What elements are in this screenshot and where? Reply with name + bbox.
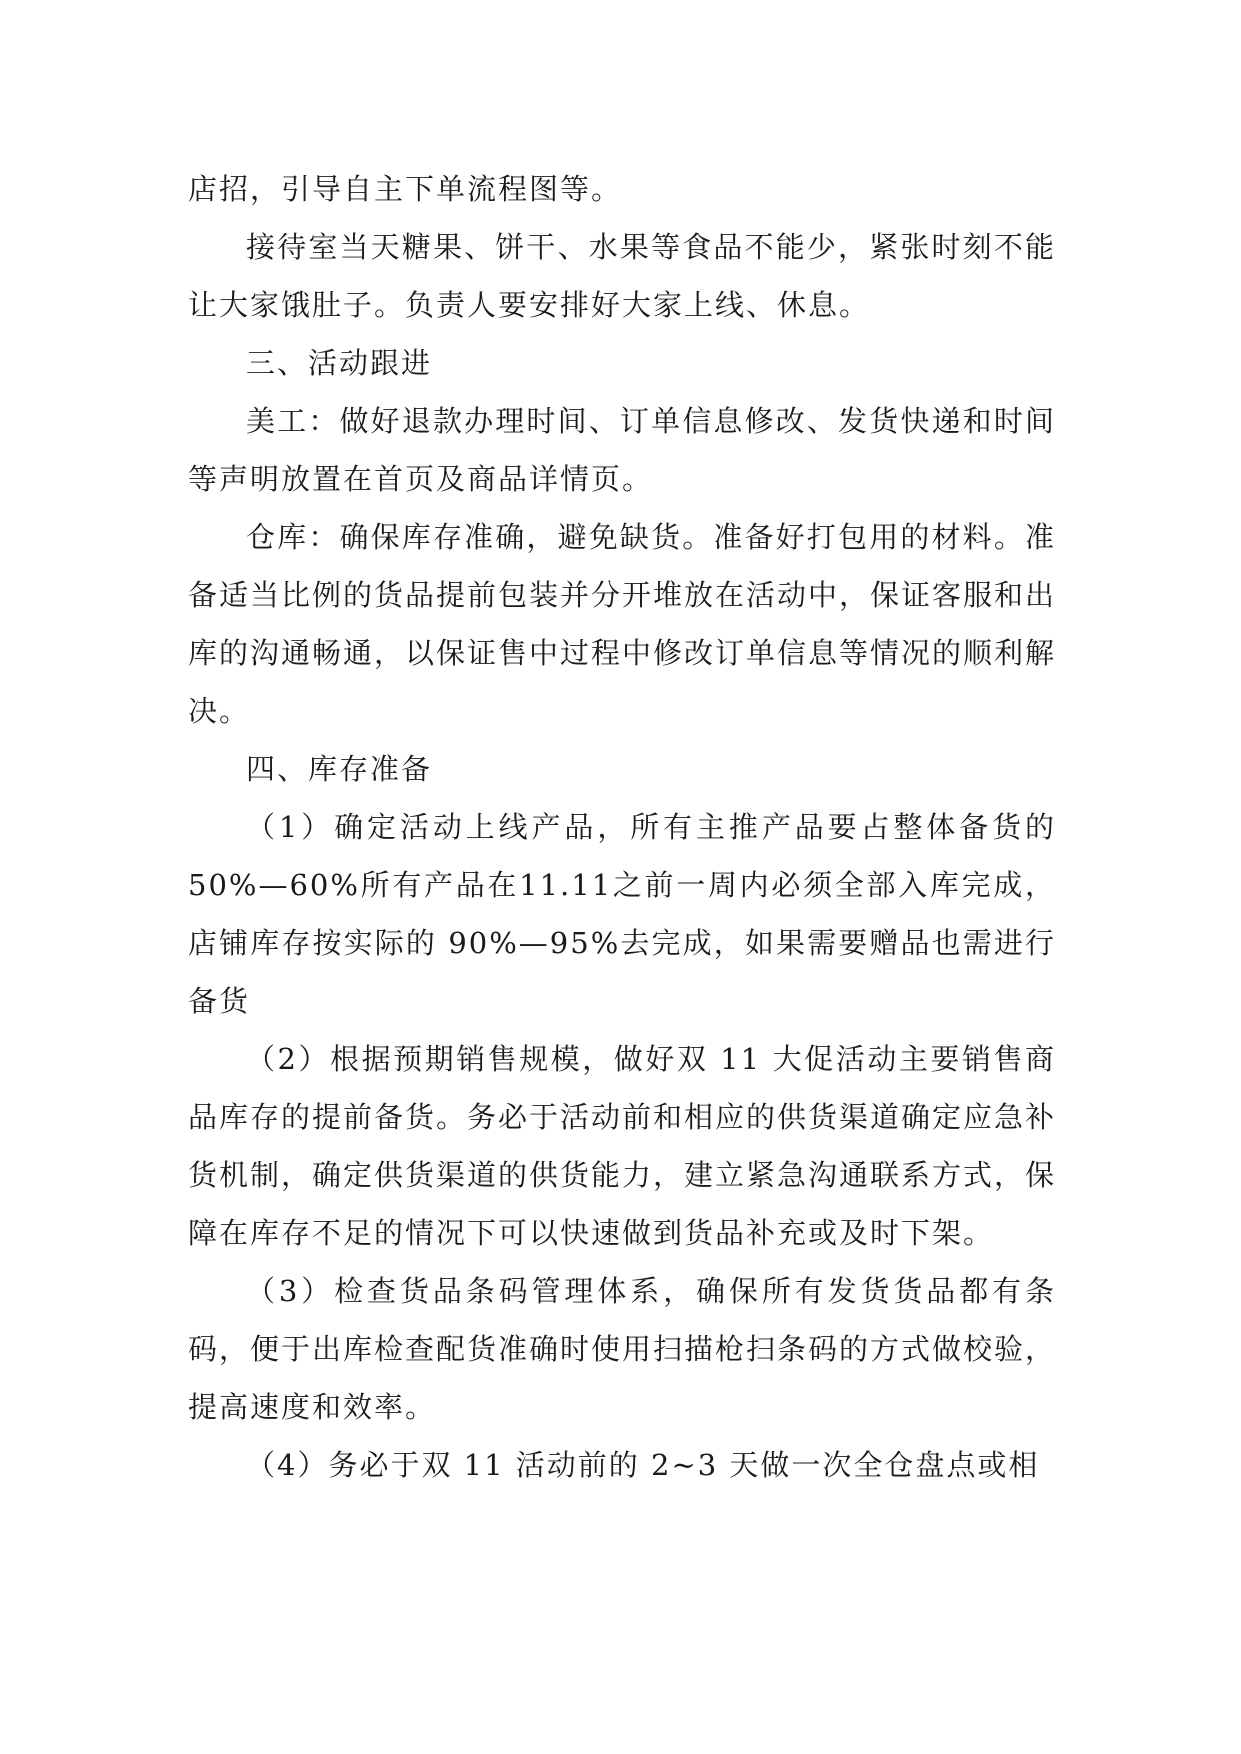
paragraph-item-3: （3）检查货品条码管理体系，确保所有发货货品都有条码，便于出库检查配货准确时使用扫描枪扫条码的方式做校验，提高速度和效率。 xyxy=(188,1274,1057,1424)
paragraph-warehouse: 仓库：确保库存准确，避免缺货。准备好打包用的材料。准备适当比例的货品提前包装并分开堆放在活动中，保证客服和出库的沟通畅通，以保证售中过程中修改订单信息等情况的顺利解决。 xyxy=(188,520,1057,728)
section-heading-activity-followup: 三、活动跟进 xyxy=(246,346,433,380)
section-heading-inventory-prep: 四、库存准备 xyxy=(246,752,433,786)
paragraph-item-2: （2）根据预期销售规模，做好双 11 大促活动主要销售商品库存的提前备货。务必于活动前和相应的供货渠道确定应急补货机制，确定供货渠道的供货能力，建立紧急沟通联系方式，保障在库存不足的情况下可以快速做到货品补充或及时下架。 xyxy=(188,1042,1057,1250)
paragraph-continuation: 店招，引导自主下单流程图等。 xyxy=(188,172,623,206)
paragraph-designer: 美工：做好退款办理时间、订单信息修改、发货快递和时间等声明放置在首页及商品详情页。 xyxy=(188,404,1056,496)
paragraph-reception: 接待室当天糖果、饼干、水果等食品不能少，紧张时刻不能让大家饿肚子。负责人要安排好大家上线、休息。 xyxy=(188,230,1056,322)
paragraph-item-1: （1）确定活动上线产品，所有主推产品要占整体备货的50%—60%所有产品在11.11之前一周内必须全部入库完成，店铺库存按实际的 90%—95%去完成，如果需要赠品也需进行备货 xyxy=(188,810,1056,1018)
document-body xyxy=(188,160,1056,1494)
paragraph-item-4: （4）务必于双 11 活动前的 2~3 天做一次全仓盘点或相 xyxy=(246,1448,1040,1482)
